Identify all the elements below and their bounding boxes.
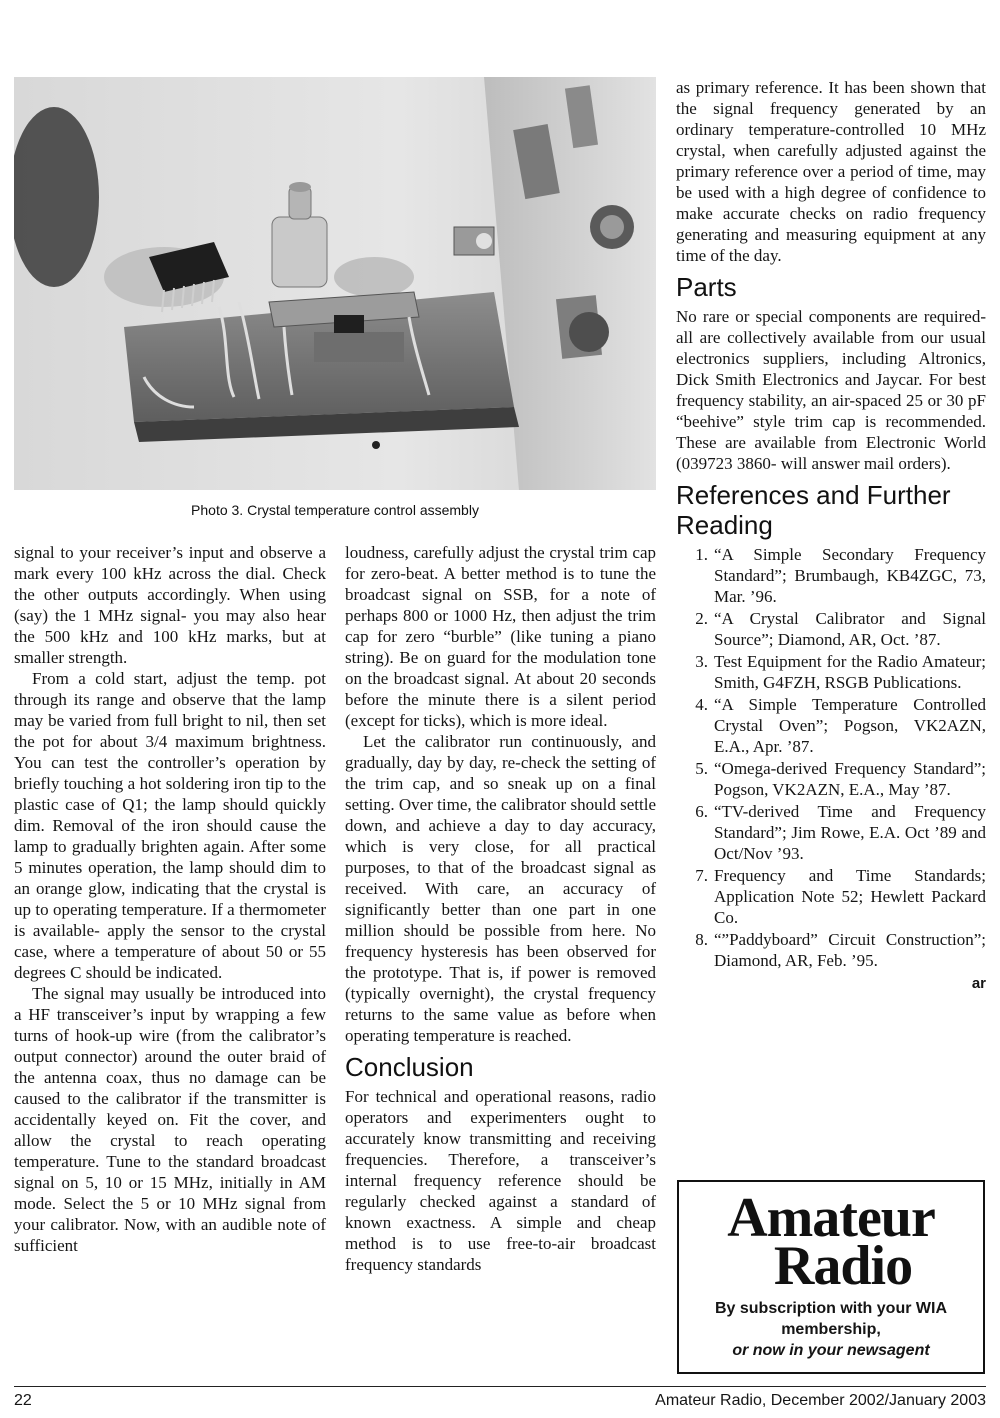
list-item (676, 865, 986, 928)
list-item (676, 929, 986, 971)
list-item (676, 758, 986, 800)
ref-number: 4. (695, 695, 708, 714)
ad-text (679, 1298, 983, 1340)
paragraph: signal to your receiver’s input and observe a mark every 100 kHz across the dial. Check the other outputs accordingly. When using (say) the 1 MHz signal- you may also hear the 500 kHz and 100 kHz marks, but at smaller strength. (14, 543, 326, 667)
section-heading-parts: Parts (676, 272, 737, 302)
ref-text: Frequency and Time Standards; Application Note 52; Hewlett Packard Co. (714, 866, 986, 927)
footer-publication-title: Amateur Radio, December 2002/January 2003 (655, 1392, 986, 1409)
ref-number: 8. (695, 930, 708, 949)
list-item (676, 694, 986, 757)
ad-line-italic: or now in your newsagent (732, 1342, 930, 1359)
ref-text: “Omega-derived Frequency Standard”; Pogson, VK2AZN, E.A., May ’87. (714, 759, 986, 799)
amateur-radio-logo (679, 1187, 983, 1297)
ref-text: Test Equipment for the Radio Amateur; Smith, G4FZH, RSGB Publications. (714, 652, 986, 692)
ref-number: 5. (695, 759, 708, 778)
page-number: 22 (14, 1392, 32, 1409)
ref-number: 2. (695, 609, 708, 628)
paragraph: For technical and operational reasons, radio operators and experimenters ought to accurately know transmitting and receiving frequencies. Therefore, a transceiver’s internal frequency reference should be regularly checked against a standard of known exactness. A simple and cheap method is to use free-to-air broadcast frequency standards (345, 1087, 656, 1274)
ref-text: “A Simple Temperature Controlled Crystal Oven”; Pogson, VK2AZN, E.A., Apr. ’87. (714, 695, 986, 756)
list-item (676, 801, 986, 864)
ref-number: 1. (695, 545, 708, 564)
paragraph: From a cold start, adjust the temp. pot through its range and observe that the lamp may be varied from full bright to nil, then set the pot for about 3/4 maximum brightness. You can test the controller’s operation by briefly touching a hot soldering iron tip to the plastic case of Q1; the lamp should quickly dim. Removal of the iron should cause the lamp to gradually brighten again. After some 5 minutes operation, the lamp should dim to an orange glow, indicating that the crystal is up to operating temperature. If a thermometer is available- apply the sensor to the crystal case, where a temperature of about 50 or 55 degrees C should be indicated. (14, 669, 326, 982)
column-3 (676, 77, 986, 992)
list-item (676, 651, 986, 693)
ref-text: “A Crystal Calibrator and Signal Source”; Diamond, AR, Oct. ’87. (714, 609, 986, 649)
ref-text: “A Simple Secondary Frequency Standard”; Brumbaugh, KB4ZGC, 73, Mar. ’96. (714, 545, 986, 606)
paragraph: The signal may usually be introduced into a HF transceiver’s input by wrapping a few turns of hook-up wire (from the calibrator’s output connector) around the outer braid of the antenna coax, thus no damage can be caused to the calibrator if the transmitter is accidentally keyed on. Fit the cover, and allow the crystal to reach operating temperature. Tune to the standard broadcast signal on 5, 10 or 15 MHz, initially in AM mode. Select the 5 or 10 MHz signal from your calibrator. Now, with an audible note of sufficient (14, 984, 326, 1255)
column-1 (14, 542, 326, 1256)
paragraph: loudness, carefully adjust the crystal trim cap for zero-beat. A better method is to tune the broadcast signal on SSB, for a note of perhaps 800 or 1000 Hz, then adjust the trim cap for zero “burble” (like tuning a piano string). Be on guard for the modulation tone on the broadcast signal. At about 20 seconds before the minute there is a silent period (except for ticks), which is more ideal. (345, 543, 656, 730)
subscription-ad (677, 1180, 985, 1374)
list-item (676, 544, 986, 607)
list-item (676, 608, 986, 650)
ad-line: membership, (781, 1321, 881, 1338)
ref-number: 3. (695, 652, 708, 671)
paragraph: No rare or special components are required- all are collectively available from our usual electronics suppliers, including Altronics, Dick Smith Electronics and Jaycar. For best frequency stability, an air-spaced 25 or 30 pF “beehive” style trim cap is recommended. These are available from Electronic World (039723 3860- will answer mail orders). (676, 307, 986, 473)
section-heading-references: References and Further Reading (676, 480, 951, 540)
column-2 (345, 542, 656, 1275)
paragraph: as primary reference. It has been shown that the signal frequency generated by an ordinary temperature-controlled 10 MHz crystal, when carefully adjusted against the primary reference over a period of time, may be used with a high degree of confidence to make accurate checks on radio frequency generating and measuring equipment at any time of the day. (676, 78, 986, 265)
section-heading-conclusion: Conclusion (345, 1052, 474, 1082)
references-list (676, 544, 986, 971)
logo-line-1: Amateur (727, 1187, 935, 1249)
photo-image (14, 77, 656, 490)
ref-number: 7. (695, 866, 708, 885)
ref-text: “TV-derived Time and Frequency Standard”; Jim Rowe, E.A. Oct ’89 and Oct/Nov ’93. (714, 802, 986, 863)
ref-text: “”Paddyboard” Circuit Construction”; Diamond, AR, Feb. ’95. (714, 930, 986, 970)
photo-crystal-assembly (14, 77, 656, 490)
end-mark: ar (971, 975, 986, 992)
ad-line: By subscription with your WIA (714, 1300, 947, 1317)
ref-number: 6. (695, 802, 708, 821)
footer-divider (14, 1386, 986, 1387)
paragraph: Let the calibrator run continuously, and gradually, day by day, re-check the setting of the trim cap, and so sneak up on a final setting. Over time, the calibrator should settle down, and achieve a day to day accuracy, which is very close, for all practical purposes, to that of the broadcast signal as received. With care, an accuracy of significantly better than one part in one million should be possible from here. No frequency hysteresis has been observed for the prototype. That is, if power is removed (typically overnight), the crystal frequency returns to the same value as before when operating temperature is reached. (345, 732, 656, 1045)
photo-caption: Photo 3. Crystal temperature control assembly (191, 502, 479, 518)
logo-line-2: Radio (773, 1235, 913, 1297)
